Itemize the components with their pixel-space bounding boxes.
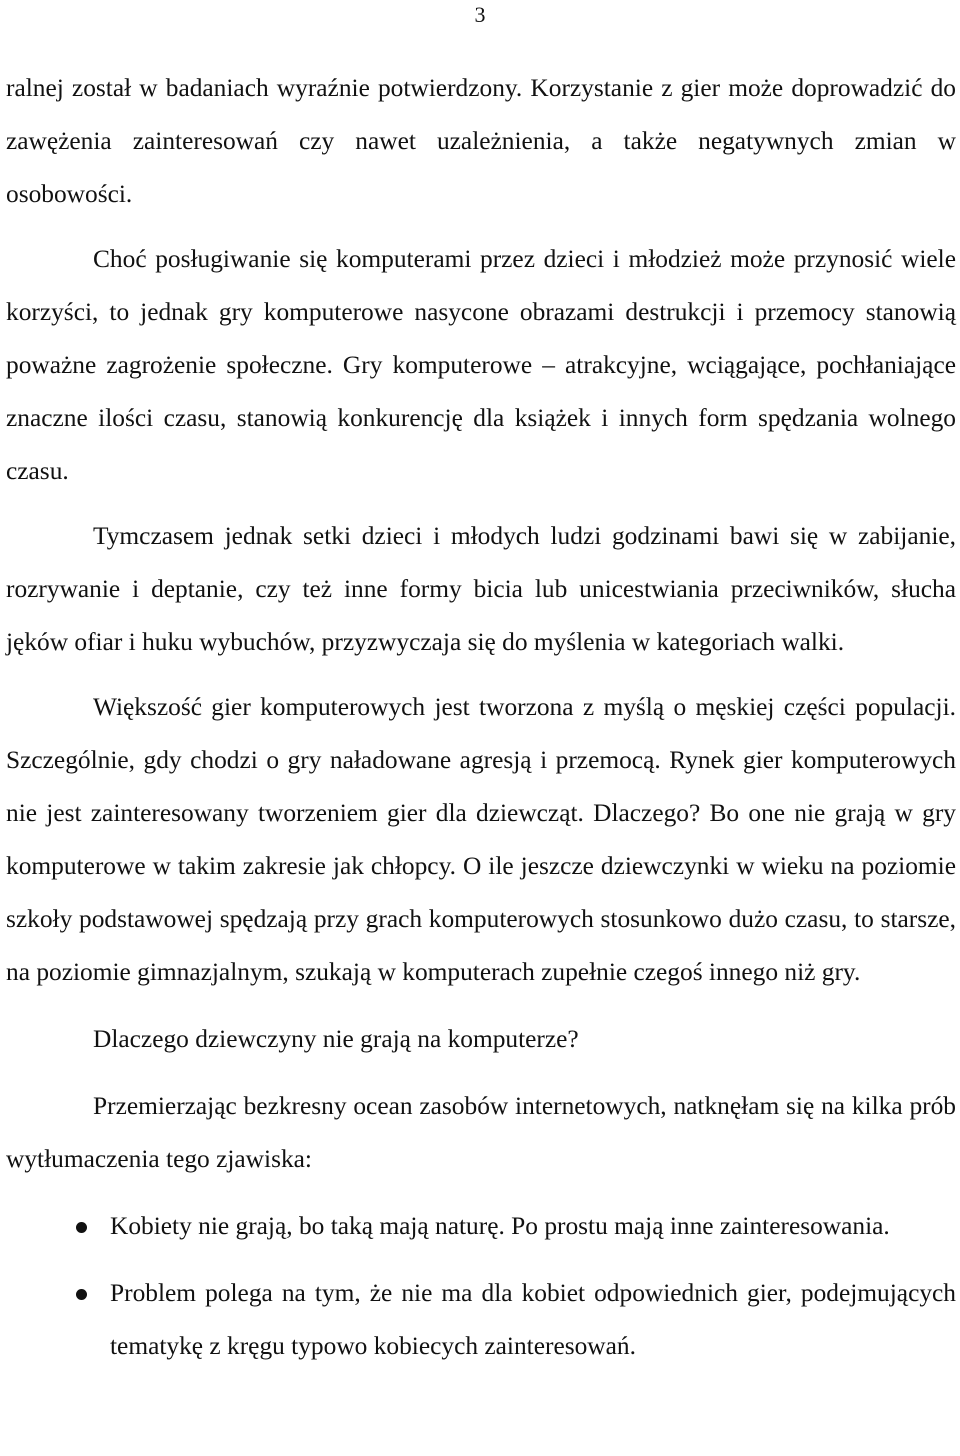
paragraph-computers-benefits: Choć posługiwanie się komputerami przez dzieci i młodzież może przynosić wiele korzyści, to jednak gry komputerowe nasycone obrazami destrukcji i przemocy stanowią poważne zagrożenie społeczne. Gry komputerowe – atrakcyjne, wciągające, pochłaniające znaczne ilości czasu, stanowią konkurencję dla książek i innych form spędzania wolnego czasu. — [6, 245, 956, 485]
paragraph-male-audience: Większość gier komputerowych jest tworzona z myślą o męskiej części populacji. Szczególnie, gdy chodzi o gry naładowane agresją i przemocą. Rynek gier komputerowych nie jest zainteresowany tworzeniem gier dla dziewcząt. Dlaczego? Bo one nie grają w gry komputerowe w takim zakresie jak chłopcy. O ile jeszcze dziewczynki w wieku na poziomie szkoły podstawowej spędzają przy grach komputerowych stosunkowo dużo czasu, to starsze, na poziomie gimnazjalnym, szukają w komputerach zupełnie czegoś innego niż gry. — [6, 693, 956, 986]
list-item-text: Kobiety nie grają, bo taką mają naturę. Po prostu mają inne zainteresowania. — [110, 1212, 890, 1240]
explanations-list — [6, 1200, 956, 1373]
section-question: Dlaczego dziewczyny nie grają na komputerze? — [93, 1025, 579, 1053]
page-content — [6, 62, 956, 1373]
list-item — [6, 1267, 956, 1373]
page-number: 3 — [474, 2, 486, 27]
paragraph-continuation: ralnej został w badaniach wyraźnie potwierdzony. Korzystanie z gier może doprowadzić do zawężenia zainteresowań czy nawet uzależnienia, a także negatywnych zmian w osobowości. — [6, 74, 956, 208]
bullet-icon — [76, 1289, 87, 1300]
list-item-text: Problem polega na tym, że nie ma dla kobiet odpowiednich gier, podejmujących tematykę z kręgu typowo kobiecych zainteresowań. — [110, 1279, 956, 1360]
bullet-icon — [76, 1222, 87, 1233]
paragraph-internet-search: Przemierzając bezkresny ocean zasobów internetowych, natknęłam się na kilka prób wytłumaczenia tego zjawiska: — [6, 1092, 956, 1173]
paragraph-violence: Tymczasem jednak setki dzieci i młodych ludzi godzinami bawi się w zabijanie, rozrywanie i deptanie, czy też inne formy bicia lub unicestwiania przeciwników, słucha jęków ofiar i huku wybuchów, przyzwyczaja się do myślenia w kategoriach walki. — [6, 522, 956, 656]
list-item — [6, 1200, 956, 1253]
